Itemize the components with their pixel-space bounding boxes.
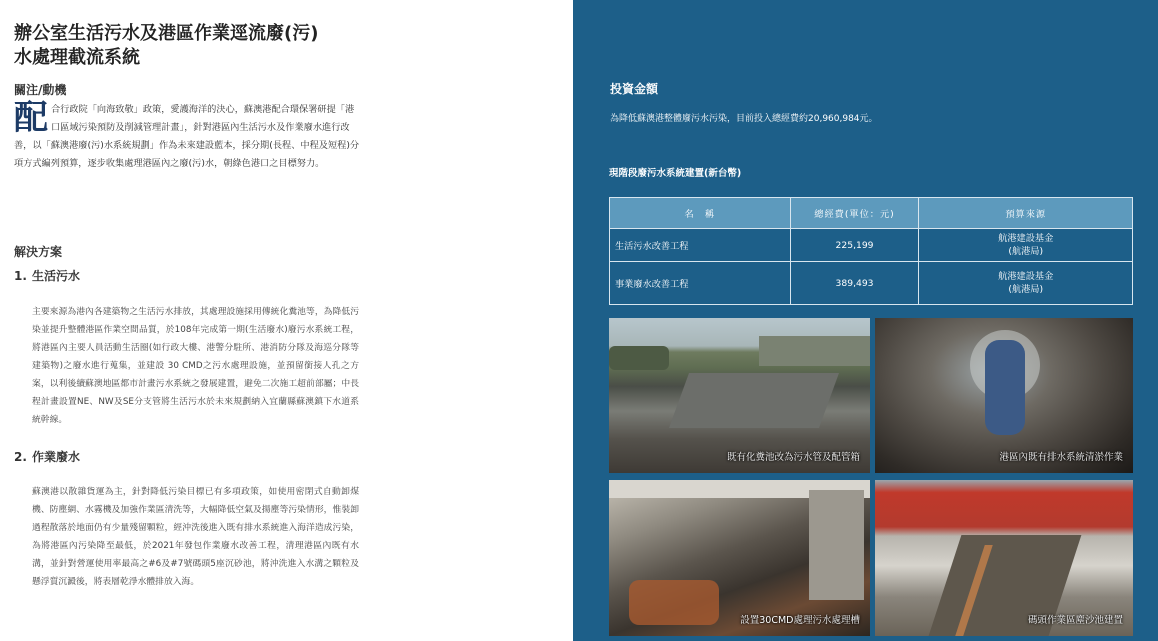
row-1-total: 225,199	[790, 229, 919, 262]
photo-drain-cleaning	[875, 318, 1133, 473]
motivation-paragraph	[14, 98, 360, 173]
budget-table	[609, 197, 1133, 305]
right-panel	[573, 0, 1158, 641]
investment-heading: 投資金額	[610, 82, 659, 96]
drop-cap: 配	[14, 98, 48, 138]
header-total: 總經費(單位：元)	[790, 198, 919, 229]
item-1-title: 生活污水	[32, 269, 81, 283]
table-row	[610, 229, 1133, 262]
row-2-name: 事業廢水改善工程	[610, 262, 791, 305]
debris-shape	[629, 580, 719, 625]
photo-treatment-tank	[609, 480, 870, 636]
trees-shape	[609, 346, 669, 370]
concrete-pad-shape	[669, 373, 839, 428]
row-1-name: 生活污水改善工程	[610, 229, 791, 262]
header-name: 名 稱	[610, 198, 791, 229]
row-1-source: 航港建設基金 (航港局)	[919, 229, 1133, 262]
left-page	[0, 0, 573, 641]
motivation-heading: 關注/動機	[14, 83, 67, 97]
wall-panel-shape	[809, 490, 864, 600]
item-2-number: 2.	[14, 450, 27, 464]
table-header-row	[610, 198, 1133, 229]
photo-1-caption: 既有化糞池改為污水管及配管箱	[726, 452, 860, 463]
item-1-text: 主要來源為港內各建築物之生活污水排放，其處理設施採用傳統化糞池等，為降低污染並提升整體港區作業空間品質，於108年完成第一期(生活廢水)廢污水系統工程，將港區內主要人員活動生活圈(如行政大樓、港警分駐所、港消防分隊及海巡分隊等建築物)之廢水進行蒐集，並建設 30 CMD之污水處理設施，並預留銜接人孔之方案，以利後續蘇澳地區都市計畫污水系統之發展建置，避免二次施工超前部屬；中長程計畫設置NE、NW及SE分支管將生活污水於未來規劃納入宜蘭縣蘇澳鎮下水道系統幹線。	[32, 307, 359, 425]
table-row	[610, 262, 1133, 305]
photo-4-caption: 碼頭作業區塵沙池建置	[1027, 615, 1123, 626]
investment-text: 為降低蘇澳港整體廢污水污染，目前投入總經費約20,960,984元。	[610, 114, 878, 124]
item-1-number: 1.	[14, 269, 27, 283]
motivation-text: 合行政院「向海致敬」政策，愛護海洋的決心，蘇澳港配合環保署研提「港口區域污染預防及削減管理計畫」，針對港區內生活污水及作業廢水進行改善，以「蘇澳港廢(污)水系統規劃」作為未來建設藍本，採分期(長程、中程及短程)分項方式編列預算，逐步收集處理港區內之廢(污)水，朝綠色港口之目標努力。	[14, 104, 360, 169]
worker-shape	[985, 340, 1025, 435]
row-2-total: 389,493	[790, 262, 919, 305]
solution-heading: 解決方案	[14, 245, 63, 259]
item-1-heading	[14, 267, 80, 284]
photo-sand-pool	[875, 480, 1133, 636]
row-2-source: 航港建設基金 (航港局)	[919, 262, 1133, 305]
item-2-text: 蘇澳港以散雜貨運為主，針對降低污染目標已有多項政策，如使用密閉式自動卸煤機、防塵網、水霧機及加強作業區清洗等，大幅降低空氣及揚塵等污染情形，惟裝卸過程散落於地面仍有少量殘留顆粒，經沖洗後進入既有排水系統進入海洋造成污染，為將港區內污染降至最低，於2021年發包作業廢水改善工程，清理港區內既有水溝，並針對營運使用率最高之#6及#7號碼頭5座沉砂池，將沖洗進入水溝之顆粒及懸浮質沉澱後，將表層乾淨水體排放入海。	[32, 487, 359, 587]
building-shape	[759, 336, 870, 366]
photo-3-caption: 設置30CMD處理污水處理槽	[740, 615, 860, 626]
item-2-title: 作業廢水	[32, 450, 81, 464]
page-title: 辦公室生活污水及港區作業逕流廢(污)水處理截流系統	[14, 23, 319, 68]
header-source: 預算來源	[919, 198, 1133, 229]
item-2-heading	[14, 448, 80, 465]
table-title: 現階段廢污水系統建置(新台幣)	[609, 168, 742, 179]
photo-septic-tank	[609, 318, 870, 473]
photo-2-caption: 港區內既有排水系統清淤作業	[999, 452, 1123, 463]
